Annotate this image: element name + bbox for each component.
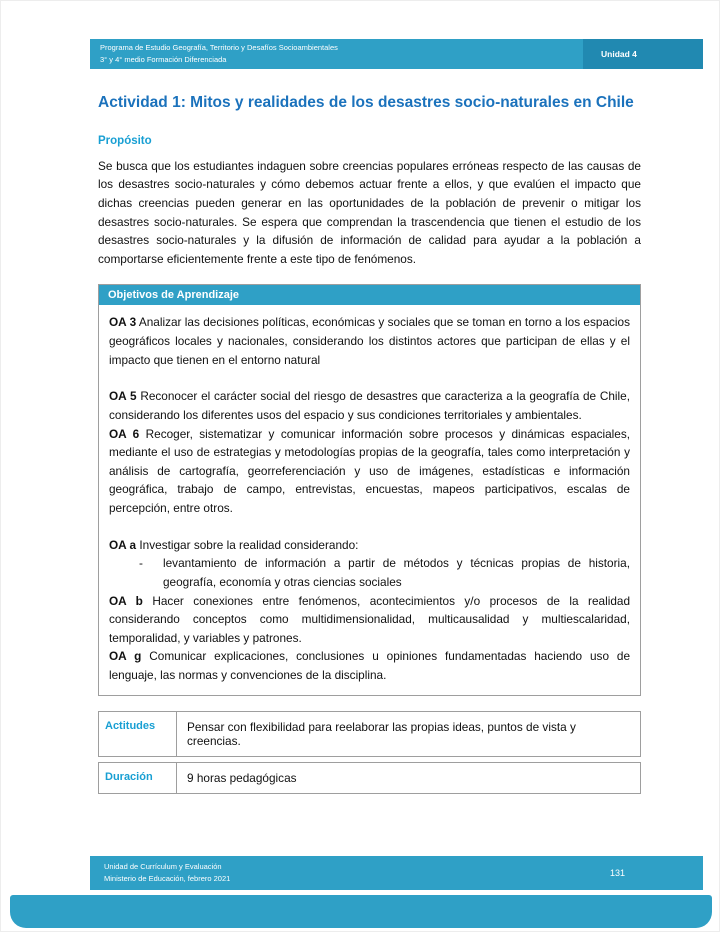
oa-bullet-item xyxy=(109,554,630,591)
oa-item-label: OA a xyxy=(109,537,137,552)
oa-item-text: Analizar las decisiones políticas, económicas y sociales que se toman en torno a los espacios geográficos locales y nacionales, considerando los distintos actores que participan de ellas y el impacto que tienen en el entorno natural xyxy=(109,315,630,367)
program-title-line2: 3° y 4° medio Formación Diferenciada xyxy=(100,55,227,64)
oa-item-label: OA 5 xyxy=(109,389,137,404)
objetivos-table xyxy=(98,284,641,695)
oa-item-text: Reconocer el carácter social del riesgo de desastres que caracteriza a la geografía de Chile, considerando los diferentes usos del espacio y sus condiciones territoriales y ambientales. xyxy=(109,389,631,422)
unit-badge-label: Unidad 4 xyxy=(601,49,637,59)
proposito-heading: Propósito xyxy=(98,134,152,147)
footer-page-number: 131 xyxy=(609,868,625,878)
activity-title: Actividad 1: Mitos y realidades de los desastres socio-naturales en Chile xyxy=(98,94,634,111)
footer-line2: Ministerio de Educación, febrero 2021 xyxy=(104,874,231,883)
bottom-decorative-band xyxy=(10,895,712,928)
oa-item-label: OA b xyxy=(109,593,143,608)
oa-item-label: OA 6 xyxy=(109,426,140,441)
footer-line1: Unidad de Currículum y Evaluación xyxy=(104,862,222,871)
actitudes-text: Pensar con flexibilidad para reelaborar las propias ideas, puntos de vista y creencias. xyxy=(187,719,576,748)
actitudes-row xyxy=(98,711,641,757)
unit-badge xyxy=(583,39,703,69)
objetivos-table-header: Objetivos de Aprendizaje xyxy=(99,285,640,305)
oa-item-label: OA 3 xyxy=(109,315,137,330)
proposito-paragraph: Se busca que los estudiantes indaguen sobre creencias populares erróneas respecto de las causas de los desastres socio-naturales y cómo debemos actuar frente a ellos, y que evalúen el impacto que dichas creencias pueden generar en las oportunidades de la población de prevenir o mitigar los desastres socio-naturales. Se espera que comprendan la trascendencia que tienen el estudio de los desastres socio-naturales y la difusión de información de calidad para ayudar a la población a comportarse eficientemente frente a este tipo de fenómenos. xyxy=(98,158,641,266)
oa-item-text: Comunicar explicaciones, conclusiones u opiniones fundamentadas haciendo uso de lenguaje, las normas y convenciones de la disciplina. xyxy=(109,649,631,683)
bullet-dash: - xyxy=(139,556,143,571)
bullet-text: levantamiento de información a partir de métodos y técnicas propias de historia, geografía, economía y otras ciencias sociales xyxy=(163,556,630,589)
main-content xyxy=(98,89,641,794)
program-title-line1: Programa de Estudio Geografía, Territorio y Desafíos Socioambientales xyxy=(100,43,338,53)
oa-item-5 xyxy=(109,387,630,424)
oa-item-text: Recoger, sistematizar y comunicar información sobre procesos y dinámicas espaciales, mediante el uso de estrategias y metodologías propias de la geografía, tales como interpretación y análisis de cartografía, georreferenciación y uso de imágenes, estadísticas e información geográfica, trabajo de campo, entrevistas, encuestas, mapeos participativos, escalas de percepción, entre otros. xyxy=(109,426,631,516)
oa-item-label: OA g xyxy=(109,649,142,664)
page-header-ribbon xyxy=(90,39,703,69)
duracion-label: Duración xyxy=(99,763,177,793)
oa-item-6 xyxy=(109,425,630,518)
oa-item-text: Hacer conexiones entre fenómenos, acontecimientos y/o procesos de la realidad considerando conceptos como multidimensionalidad, multicausalidad y multiescalaridad, temporalidad, y variables y patrones. xyxy=(109,593,631,645)
program-title-block xyxy=(90,39,583,69)
duracion-text: 9 horas pedagógicas xyxy=(187,770,297,785)
blank-line xyxy=(109,518,630,536)
objetivos-table-body xyxy=(99,305,640,694)
duracion-row xyxy=(98,762,641,794)
page-footer-ribbon xyxy=(90,856,703,890)
footer-organization xyxy=(104,861,230,885)
oa-item-3 xyxy=(109,313,630,369)
actitudes-label: Actitudes xyxy=(99,712,177,756)
oa-item-b xyxy=(109,592,630,648)
blank-line xyxy=(109,369,630,387)
oa-item-text: Investigar sobre la realidad considerando: xyxy=(139,537,359,552)
oa-item-a xyxy=(109,536,630,555)
oa-item-g xyxy=(109,647,630,684)
